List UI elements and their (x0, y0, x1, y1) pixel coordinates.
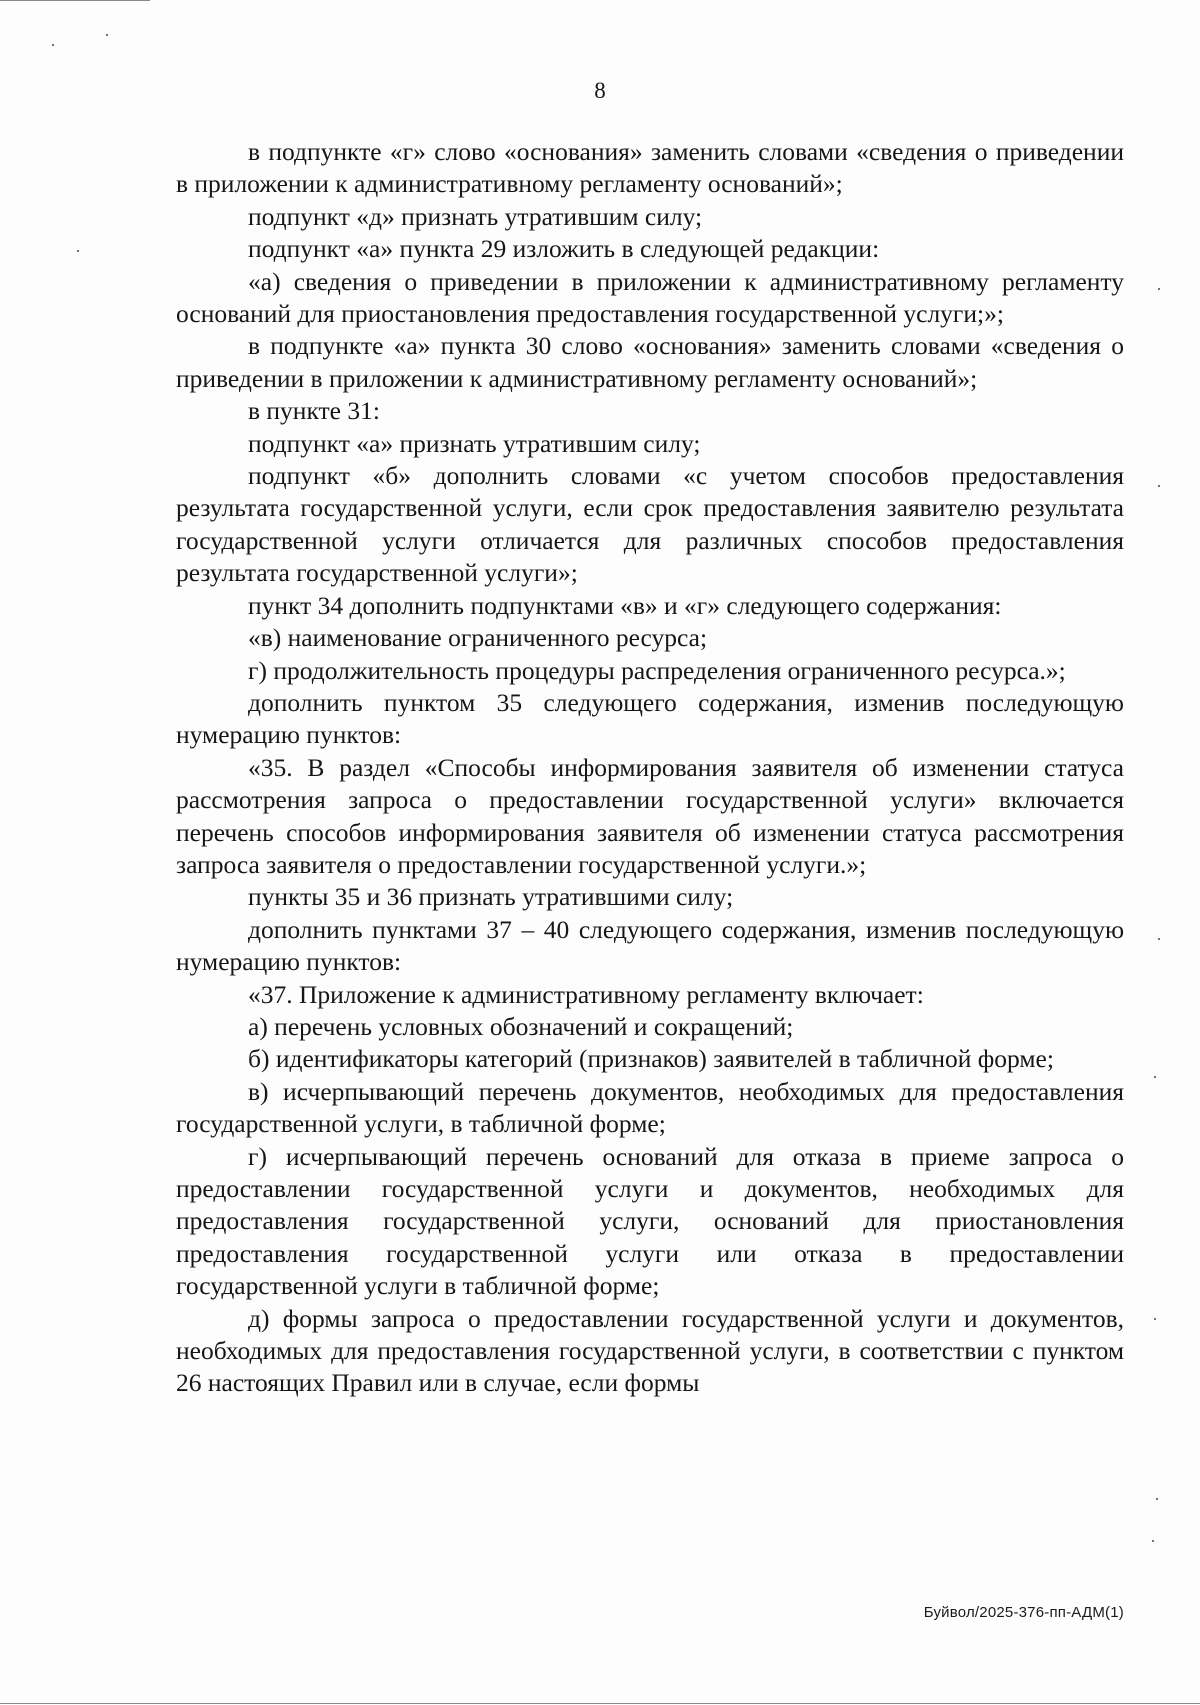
paragraph: в подпункте «г» слово «основания» заменить словами «сведения о приведении в приложении к административному регламенту оснований»; (176, 137, 1124, 199)
paragraph: «в) наименование ограниченного ресурса; (248, 623, 708, 653)
scan-speck (106, 34, 108, 36)
paragraph: д) формы запроса о предоставлении государственной услуги и документов, необходимых для предоставления государственной услуги, в соответствии с пунктом 26 настоящих Правил или в случае, если формы (176, 1303, 1124, 1398)
paragraph: дополнить пунктами 37 – 40 следующего содержания, изменив последующую нумерацию пунктов: (176, 914, 1124, 977)
scan-speck (1158, 288, 1160, 290)
paragraph: «37. Приложение к административному регламенту включает: (248, 979, 924, 1009)
scan-speck (52, 44, 54, 46)
scan-speck (1156, 1498, 1158, 1500)
scan-speck (1152, 1540, 1154, 1542)
paragraph: г) исчерпывающий перечень оснований для отказа в приеме запроса о предоставлении государственной услуги и документов, необходимых для предоставления государственной услуги, оснований для приостановления предоставления государственной услуги или отказа в предоставлении государственной услуги в табличной форме; (176, 1141, 1124, 1301)
paragraph: подпункт «б» дополнить словами «с учетом способов предоставления результата государственной услуги, если срок предоставления заявителю результата государственной услуги отличается для различных способов предоставления результата государственной услуги»; (176, 461, 1124, 588)
paragraph: «а) сведения о приведении в приложении к административному регламенту оснований для приостановления предоставления государственной услуги;»; (176, 266, 1124, 329)
paragraph: пункт 34 дополнить подпунктами «в» и «г» следующего содержания: (248, 590, 1002, 620)
paragraph: в пункте 31: (248, 396, 380, 426)
scan-speck (1158, 938, 1160, 940)
paragraph: в) исчерпывающий перечень документов, необходимых для предоставления государственной услуги, в табличной форме; (176, 1076, 1124, 1139)
paragraph: а) перечень условных обозначений и сокращений; (248, 1011, 794, 1041)
scan-speck (77, 250, 79, 252)
paragraph: б) идентификаторы категорий (признаков) заявителей в табличной форме; (248, 1044, 1054, 1074)
paragraph: подпункт «а» признать утратившим силу; (248, 428, 701, 458)
paragraph: пункты 35 и 36 признать утратившими силу; (248, 882, 734, 912)
scan-edge-top (0, 0, 150, 1)
document-code-footer: Буйвол/2025-376-пп-АДМ(1) (923, 1604, 1124, 1621)
paragraph: «35. В раздел «Способы информирования заявителя об изменении статуса рассмотрения запроса о предоставлении государственной услуги» включается перечень способов информирования заявителя об изменении статуса рассмотрения запроса заявителя о предоставлении государственной услуги.»; (176, 752, 1124, 879)
paragraph: подпункт «д» признать утратившим силу; (248, 201, 703, 231)
paragraph: подпункт «а» пункта 29 изложить в следующей редакции: (248, 234, 880, 264)
paragraph: дополнить пунктом 35 следующего содержания, изменив последующую нумерацию пунктов: (176, 687, 1124, 750)
paragraph: г) продолжительность процедуры распределения ограниченного ресурса.»; (248, 655, 1066, 685)
scan-speck (1154, 1318, 1156, 1320)
page-number: 8 (594, 78, 606, 103)
scan-speck (1154, 1076, 1156, 1078)
paragraph: в подпункте «а» пункта 30 слово «основания» заменить словами «сведения о приведении в приложении к административному регламенту оснований»; (176, 331, 1124, 393)
scan-edge-bottom (0, 1703, 1200, 1704)
scan-speck (1158, 485, 1160, 487)
document-body (176, 136, 1124, 1400)
